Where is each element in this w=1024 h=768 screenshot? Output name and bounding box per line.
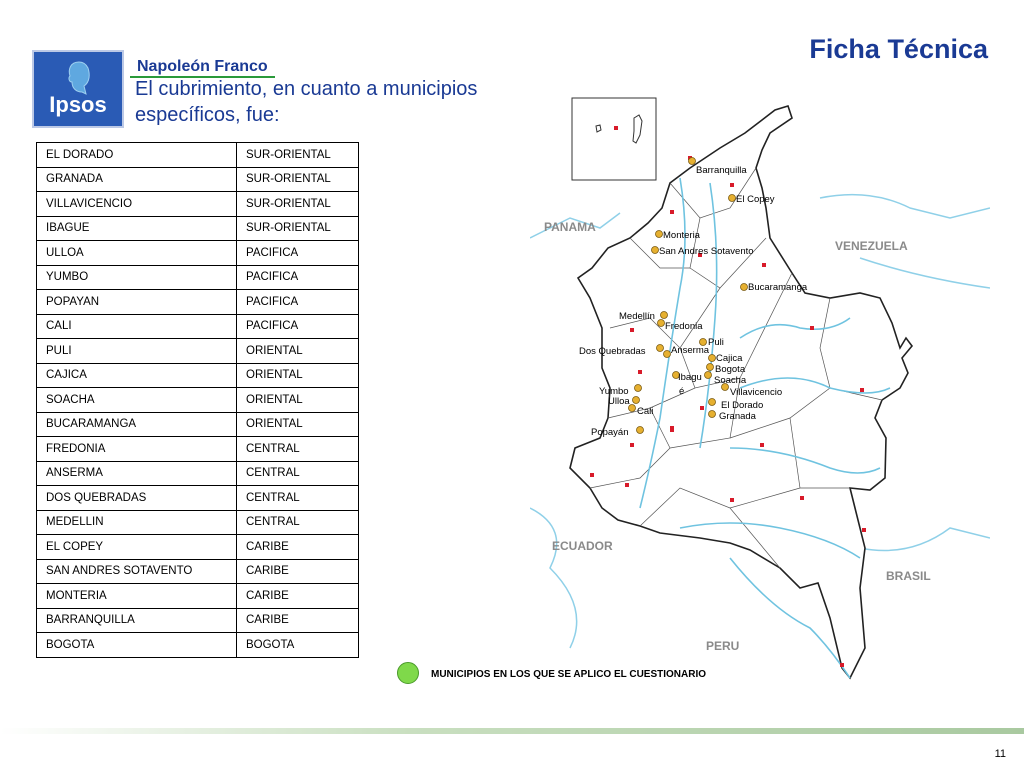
- san-andres-inset: [572, 98, 656, 180]
- table-row: [37, 412, 359, 437]
- city-label-el-dorado: El Dorado: [721, 400, 764, 411]
- municipio-cell: SOACHA: [37, 388, 237, 413]
- providencia-island: [596, 125, 601, 132]
- municipio-cell: POPAYAN: [37, 290, 237, 315]
- subtitle: El cubrimiento, en cuanto a municipios específicos, fue:: [135, 78, 478, 126]
- municipio-cell: BOGOTA: [37, 633, 237, 658]
- municipio-cell: GRANADA: [37, 167, 237, 192]
- municipio-cell: MONTERIA: [37, 584, 237, 609]
- municipios-table: [36, 142, 359, 658]
- table-row: [37, 290, 359, 315]
- country-label-peru: PERU: [706, 639, 740, 653]
- logo-face-icon: [64, 60, 94, 96]
- neighbor-border: [530, 508, 577, 648]
- table-row: [37, 608, 359, 633]
- city-label-yumbo: Yumbo: [599, 386, 629, 397]
- municipio-cell: DOS QUEBRADAS: [37, 486, 237, 511]
- region-cell: CENTRAL: [237, 437, 359, 462]
- region-cell: PACIFICA: [237, 290, 359, 315]
- table-row: [37, 559, 359, 584]
- page-number: 11: [994, 748, 1006, 760]
- region-cell: PACIFICA: [237, 314, 359, 339]
- table-row: [37, 584, 359, 609]
- city-label-dos-quebradas: Dos Quebradas: [579, 346, 646, 357]
- region-cell: CARIBE: [237, 584, 359, 609]
- region-cell: CENTRAL: [237, 461, 359, 486]
- city-label-ibague: Ibagu: [678, 372, 702, 383]
- country-label-venezuela: VENEZUELA: [835, 239, 908, 253]
- region-cell: SUR-ORIENTAL: [237, 167, 359, 192]
- region-cell: ORIENTAL: [237, 388, 359, 413]
- table-row: [37, 486, 359, 511]
- city-label-san-andres: San Andres Sotavento: [659, 246, 754, 257]
- colombia-map: [530, 88, 990, 698]
- region-cell: BOGOTA: [237, 633, 359, 658]
- municipio-cell: EL COPEY: [37, 535, 237, 560]
- table-row: [37, 265, 359, 290]
- table-row: [37, 388, 359, 413]
- table-row: [37, 461, 359, 486]
- table-row: [37, 167, 359, 192]
- municipio-cell: CAJICA: [37, 363, 237, 388]
- city-label-medellin: Medellín: [619, 311, 655, 322]
- country-label-brasil: BRASIL: [886, 569, 931, 583]
- table-row: [37, 143, 359, 168]
- legend-label: MUNICIPIOS EN LOS QUE SE APLICO EL CUESTIONARIO: [431, 669, 707, 680]
- table-row: [37, 437, 359, 462]
- municipio-cell: SAN ANDRES SOTAVENTO: [37, 559, 237, 584]
- country-label-ecuador: ECUADOR: [552, 539, 613, 553]
- legend-marker: [397, 662, 419, 684]
- city-label-fredonia: Fredonia: [665, 321, 703, 332]
- city-label-anserma: Anserma: [671, 345, 710, 356]
- city-label-villavicencio: Villavicencio: [730, 387, 783, 398]
- municipio-cell: MEDELLIN: [37, 510, 237, 535]
- slide-title: Ficha Técnica: [809, 34, 988, 64]
- city-label-bogota: Bogota: [715, 364, 746, 375]
- municipio-cell: FREDONIA: [37, 437, 237, 462]
- city-label-barranquilla: Barranquilla: [696, 165, 747, 176]
- table-row: [37, 314, 359, 339]
- region-cell: CENTRAL: [237, 486, 359, 511]
- municipio-cell: ULLOA: [37, 241, 237, 266]
- table-row: [37, 633, 359, 658]
- neighbor-border: [860, 258, 990, 288]
- municipio-cell: EL DORADO: [37, 143, 237, 168]
- footer-bar: [0, 728, 1024, 734]
- region-cell: PACIFICA: [237, 265, 359, 290]
- city-label-puli: Puli: [708, 337, 724, 348]
- region-cell: ORIENTAL: [237, 412, 359, 437]
- brand-name: Napoleón Franco: [137, 58, 268, 75]
- municipio-cell: ANSERMA: [37, 461, 237, 486]
- municipio-cell: BARRANQUILLA: [37, 608, 237, 633]
- table-row: [37, 535, 359, 560]
- region-cell: CENTRAL: [237, 510, 359, 535]
- region-cell: SUR-ORIENTAL: [237, 216, 359, 241]
- city-label-ulloa: Ulloa: [608, 396, 630, 407]
- table-row: [37, 339, 359, 364]
- region-cell: CARIBE: [237, 559, 359, 584]
- municipio-cell: VILLAVICENCIO: [37, 192, 237, 217]
- municipio-cell: PULI: [37, 339, 237, 364]
- country-label-panama: PANAMA: [544, 220, 596, 234]
- capital-marker: [614, 126, 618, 130]
- region-cell: SUR-ORIENTAL: [237, 192, 359, 217]
- table-row: [37, 510, 359, 535]
- region-cell: ORIENTAL: [237, 363, 359, 388]
- table-row: [37, 192, 359, 217]
- region-cell: PACIFICA: [237, 241, 359, 266]
- table-row: [37, 216, 359, 241]
- table-row: [37, 241, 359, 266]
- city-label-el-copey: El Copey: [736, 194, 775, 205]
- city-label-monteria: Monteria: [663, 230, 700, 241]
- region-cell: SUR-ORIENTAL: [237, 143, 359, 168]
- neighbor-border: [860, 528, 990, 551]
- municipio-cell: BUCARAMANGA: [37, 412, 237, 437]
- neighbor-border: [820, 195, 990, 218]
- municipio-cell: IBAGUE: [37, 216, 237, 241]
- ipsos-logo: [32, 50, 124, 128]
- region-cell: CARIBE: [237, 535, 359, 560]
- san-andres-island: [633, 115, 642, 143]
- city-label-cajica: Cajica: [716, 353, 743, 364]
- city-label-bucaramanga: Bucaramanga: [748, 282, 808, 293]
- table-row: [37, 363, 359, 388]
- municipio-cell: YUMBO: [37, 265, 237, 290]
- city-label-granada: Granada: [719, 411, 756, 422]
- municipio-cell: CALI: [37, 314, 237, 339]
- city-label-ibague-e: é: [679, 386, 685, 397]
- city-label-cali: Cali: [637, 406, 654, 417]
- region-cell: ORIENTAL: [237, 339, 359, 364]
- city-label-popayan: Popayán: [591, 427, 629, 438]
- logo-text: Ipsos: [49, 92, 107, 117]
- city-label-soacha: Soacha: [714, 375, 747, 386]
- region-cell: CARIBE: [237, 608, 359, 633]
